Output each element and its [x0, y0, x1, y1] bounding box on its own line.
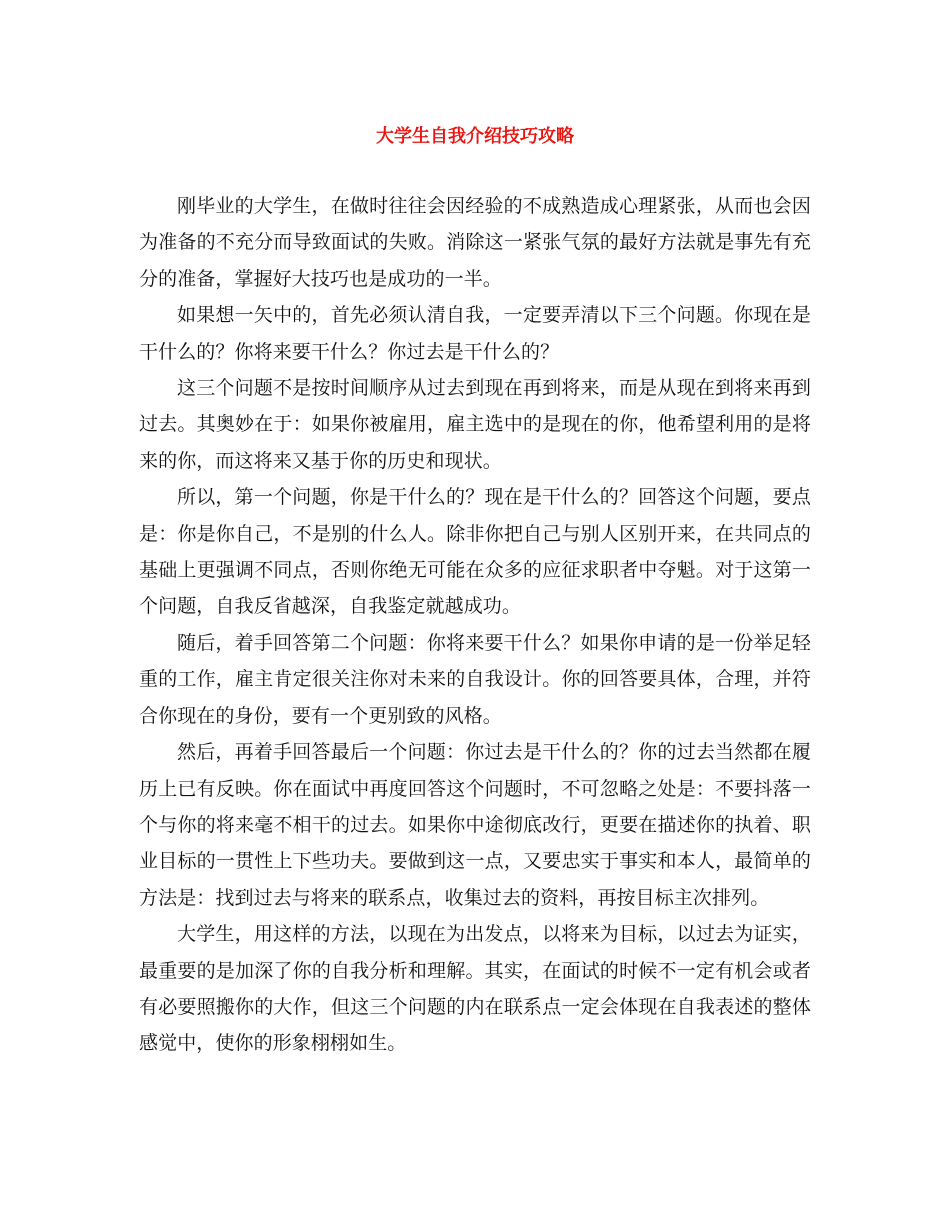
paragraph-1: 刚毕业的大学生，在做时往往会因经验的不成熟造成心理紧张，从而也会因为准备的不充分而导致面试的失败。消除这一紧张气氛的最好方法就是事先有充分的准备，掌握好大技巧也是成功的一半。: [139, 195, 811, 290]
document-body: [139, 188, 811, 1062]
paragraph-4: 所以，第一个问题，你是干什么的？现在是干什么的？回答这个问题，要点是：你是你自己，不是别的什么人。除非你把自己与别人区别开来，在共同点的基础上更强调不同点，否则你绝无可能在众多的应征求职者中夺魁。对于这第一个问题，自我反省越深，自我鉴定就越成功。: [139, 486, 811, 618]
paragraph-3: 这三个问题不是按时间顺序从过去到现在再到将来，而是从现在到将来再到过去。其奥妙在于：如果你被雇用，雇主选中的是现在的你，他希望利用的是将来的你，而这将来又基于你的历史和现状。: [139, 377, 811, 472]
paragraph-7: 大学生，用这样的方法，以现在为出发点，以将来为目标，以过去为证实，最重要的是加深了你的自我分析和理解。其实，在面试的时候不一定有机会或者有必要照搬你的大作，但这三个问题的内在联系点一定会体现在自我表述的整体感觉中，使你的形象栩栩如生。: [139, 923, 811, 1055]
paragraph-6: 然后，再着手回答最后一个问题：你过去是干什么的？你的过去当然都在履历上已有反映。你在面试中再度回答这个问题时，不可忽略之处是：不要抖落一个与你的将来毫不相干的过去。如果你中途彻底改行，更要在描述你的执着、职业目标的一贯性上下些功夫。要做到这一点，又要忠实于事实和本人，最简单的方法是：找到过去与将来的联系点，收集过去的资料，再按目标主次排列。: [139, 741, 811, 909]
document-title: 大学生自我介绍技巧攻略: [376, 126, 574, 147]
paragraph-5: 随后，着手回答第二个问题：你将来要干什么？如果你申请的是一份举足轻重的工作，雇主肯定很关注你对未来的自我设计。你的回答要具体，合理，并符合你现在的身份，要有一个更别致的风格。: [139, 631, 811, 727]
paragraph-2: 如果想一矢中的，首先必须认清自我，一定要弄清以下三个问题。你现在是干什么的？你将来要干什么？你过去是干什么的？: [139, 304, 811, 363]
